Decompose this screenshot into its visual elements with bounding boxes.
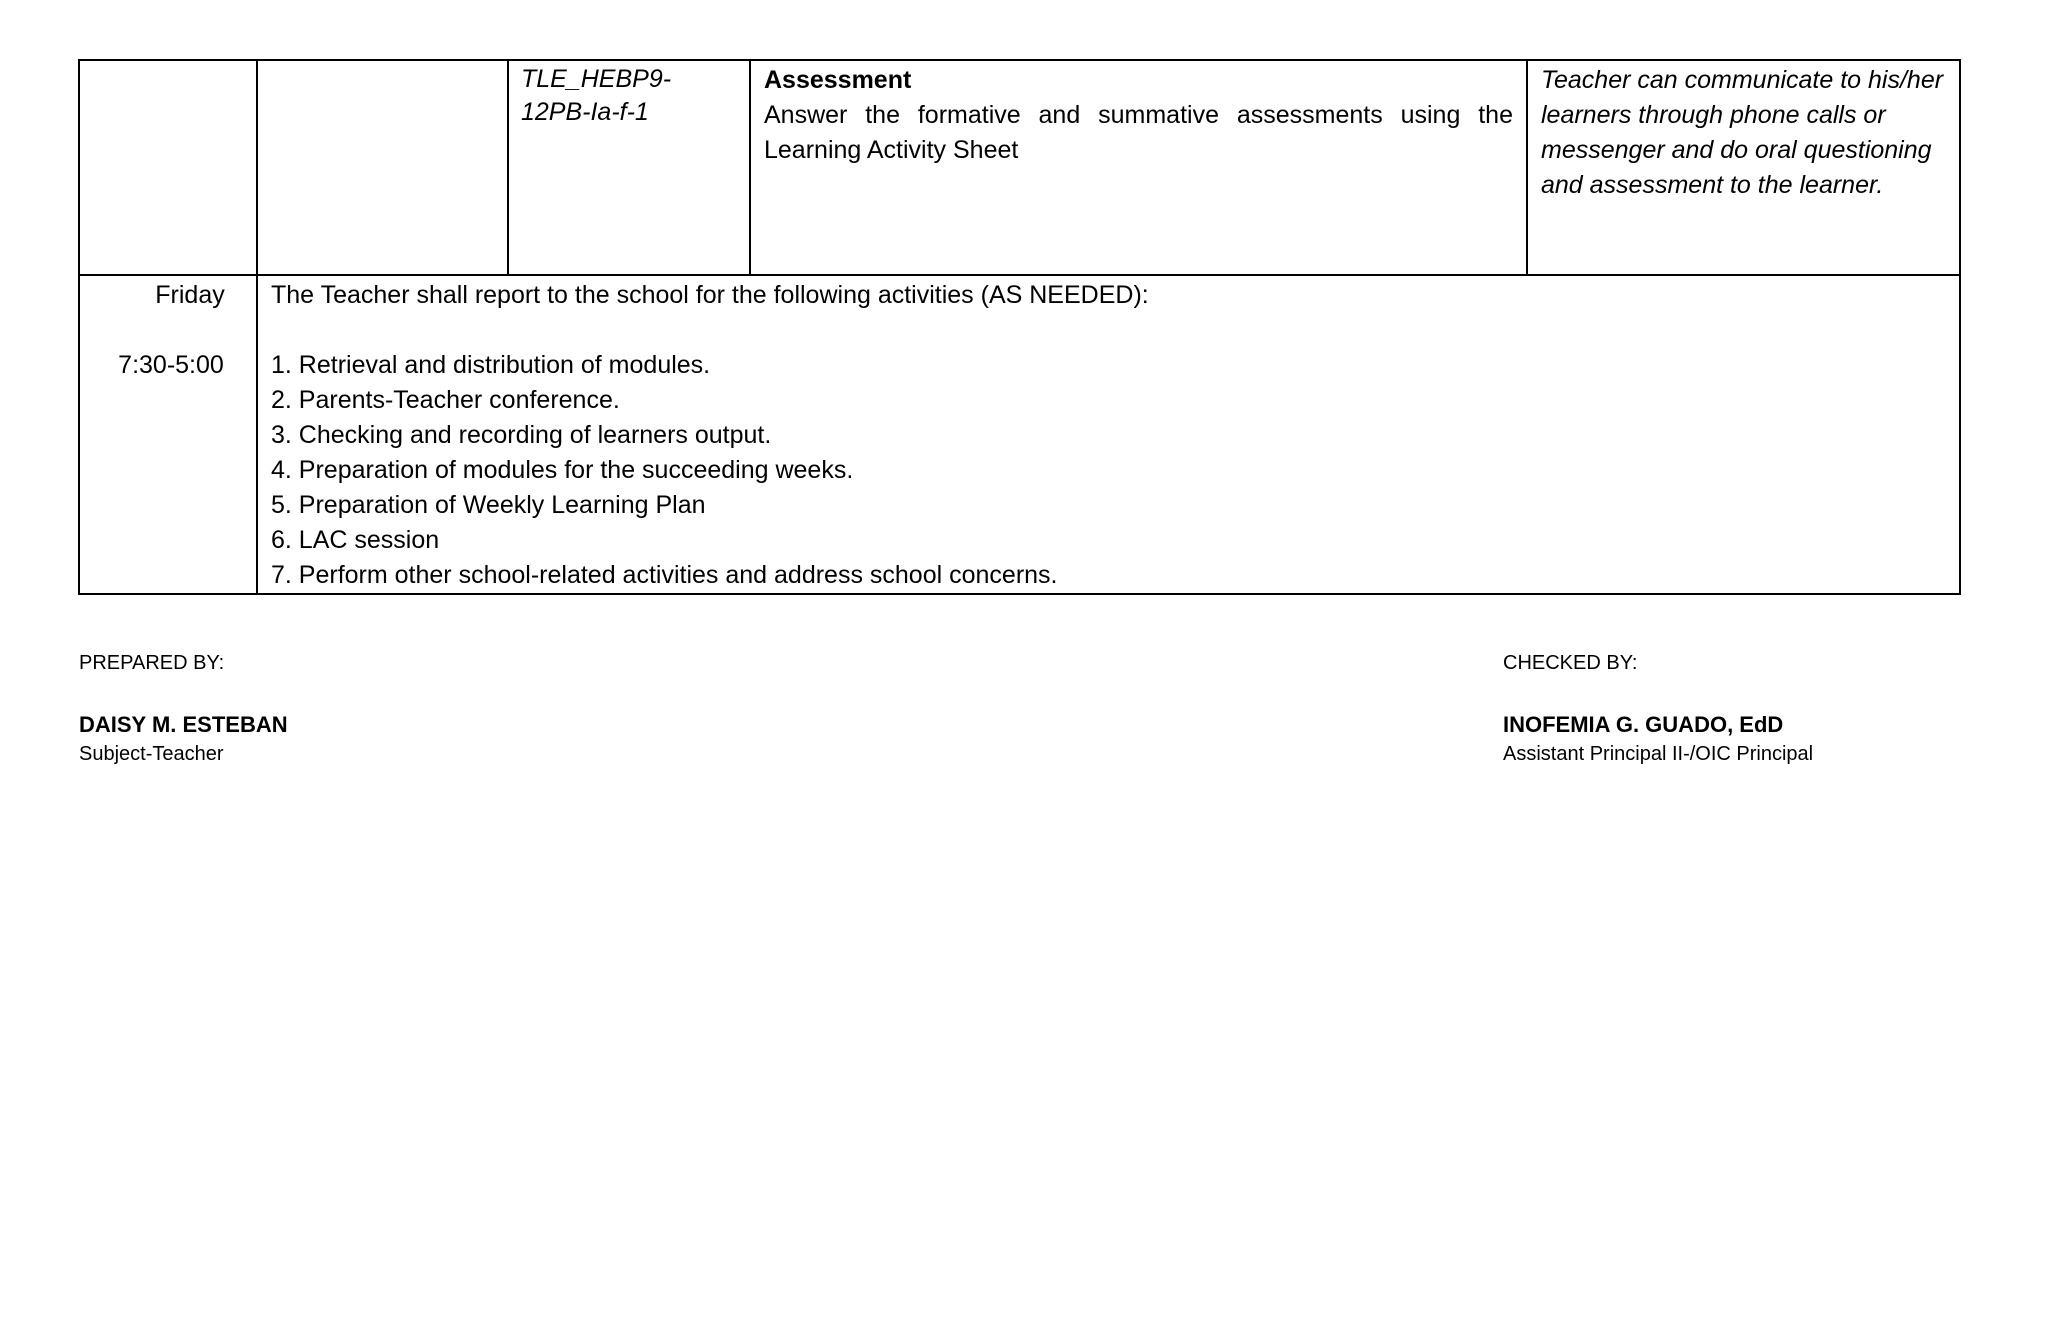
day-time: 7:30-5:00 <box>118 351 224 379</box>
competency-code: TLE_HEBP9- 12PB-Ia-f-1 <box>521 65 672 126</box>
list-item: 4. Preparation of modules for the succeeding weeks. <box>271 456 854 484</box>
list-item: 7. Perform other school-related activities and address school concerns. <box>271 561 1058 589</box>
prepared-by-role: Subject-Teacher <box>79 743 224 765</box>
friday-day-cell <box>79 275 257 594</box>
list-item: 3. Checking and recording of learners output. <box>271 421 772 449</box>
friday-intro: The Teacher shall report to the school for the following activities (AS NEEDED): <box>271 281 1149 309</box>
prepared-by-block <box>79 648 288 768</box>
prepared-by-label: PREPARED BY: <box>79 652 225 674</box>
weekly-learning-plan-table <box>78 59 1961 595</box>
checked-by-label: CHECKED BY: <box>1503 652 1638 674</box>
day-name: Friday <box>155 281 225 309</box>
delivery-mode-cell <box>1527 60 1960 275</box>
list-item: 5. Preparation of Weekly Learning Plan <box>271 491 706 519</box>
checked-by-block <box>1503 648 1813 768</box>
table-row-assessment <box>79 60 1960 275</box>
friday-activity-list <box>271 348 1947 593</box>
checked-by-role: Assistant Principal II-/OIC Principal <box>1503 743 1814 765</box>
learning-task-cell <box>750 60 1527 275</box>
list-item: 6. LAC session <box>271 526 440 554</box>
list-item: 1. Retrieval and distribution of modules. <box>271 351 711 379</box>
competency-code-cell <box>508 60 750 275</box>
objective-cell-empty <box>257 60 508 275</box>
activity-text: Answer the formative and summative assessments using the Learning Activity Sheet <box>764 101 1513 164</box>
checked-by-name: INOFEMIA G. GUADO, EdD <box>1503 712 1784 737</box>
prepared-by-name: DAISY M. ESTEBAN <box>79 712 288 737</box>
day-cell-empty <box>79 60 257 275</box>
list-item: 2. Parents-Teacher conference. <box>271 386 620 414</box>
activity-title: Assessment <box>764 66 912 94</box>
friday-activities-cell <box>257 275 1960 594</box>
delivery-remarks: Teacher can communicate to his/her learners through phone calls or messenger and do oral questioning and assessment to the learner. <box>1541 66 1944 199</box>
table-row-friday <box>79 275 1960 594</box>
